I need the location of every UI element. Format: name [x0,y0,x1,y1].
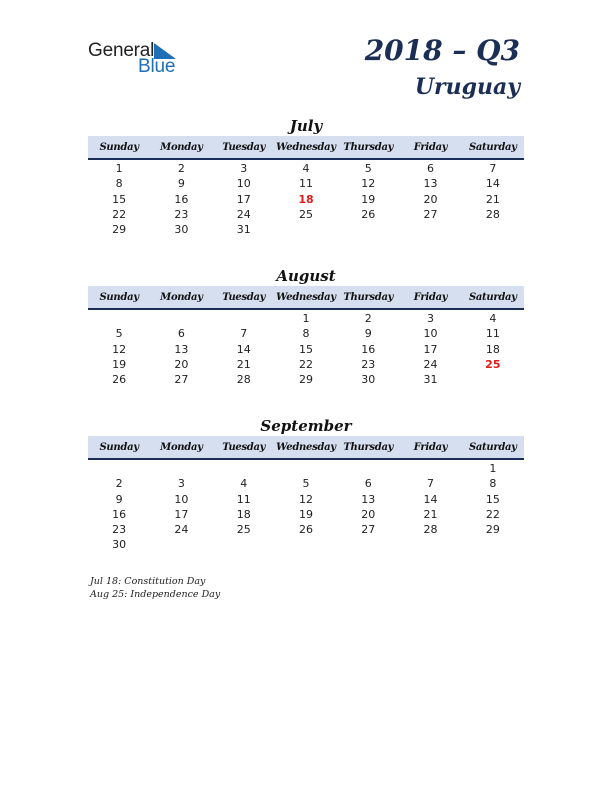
day-cell: 25 [236,523,251,537]
day-cell: 25 [298,207,313,221]
day-cell: 19 [112,357,127,371]
day-cell: 3 [177,477,185,491]
day-cell: 8 [489,477,497,491]
weekday-header-row [88,436,524,460]
month-august [88,266,524,387]
weekday-label: Saturday [468,291,517,303]
day-cell: 19 [361,192,376,206]
day-cell [399,461,461,476]
day-cell [462,372,524,387]
weekday-label: Friday [413,141,448,153]
weekday-label: Sunday [99,291,139,303]
day-cell: 1 [302,312,310,325]
day-cell: 4 [489,312,497,325]
day-cell: 17 [423,342,438,356]
weekday-label: Wednesday [276,441,336,453]
day-cell: 31 [236,223,251,237]
day-cell: 15 [485,492,500,506]
day-cell [88,461,150,476]
month-name: July [289,117,323,135]
day-cell: 23 [361,357,376,371]
weekday-label: Tuesday [222,141,266,153]
day-cell: 27 [361,523,376,537]
day-cell: 29 [112,223,127,237]
logo-general-text: General [88,40,155,61]
day-cell: 15 [112,192,127,206]
day-cell [213,461,275,476]
day-cell [337,537,399,552]
weekday-label: Tuesday [222,291,266,303]
weekday-label: Friday [413,441,448,453]
day-cell: 11 [236,492,251,506]
day-cell: 31 [423,373,438,387]
day-cell: 28 [423,523,438,537]
day-cell [275,461,337,476]
day-cell: 21 [485,192,500,206]
day-cell: 5 [115,327,123,341]
week-row [88,176,524,191]
day-cell [213,537,275,552]
day-cell: 14 [485,177,500,191]
day-cell: 6 [364,477,372,491]
day-cell: 19 [298,507,313,521]
week-row [88,342,524,357]
day-cell: 23 [112,523,127,537]
month-july [88,116,524,237]
weekday-label: Sunday [99,441,139,453]
day-cell: 26 [361,207,376,221]
day-cell: 11 [485,327,500,341]
holiday-day-cell: 25 [485,357,501,371]
day-cell [275,537,337,552]
week-row [88,161,524,176]
day-cell: 6 [177,327,185,341]
day-cell: 14 [423,492,438,506]
month-name: September [260,417,352,435]
week-row [88,372,524,387]
day-cell: 9 [177,177,185,191]
month-name: August [276,267,336,285]
day-cell: 16 [112,507,127,521]
day-cell: 17 [236,192,251,206]
day-cell: 27 [174,373,189,387]
day-cell [337,461,399,476]
day-cell: 28 [236,373,251,387]
day-cell: 20 [423,192,438,206]
day-cell: 10 [174,492,189,506]
logo-blue-text: Blue [138,56,176,77]
day-cell: 4 [240,477,248,491]
weekday-label: Sunday [99,141,139,153]
day-cell: 17 [174,507,189,521]
weekday-label: Thursday [343,441,394,453]
month-september [88,416,524,553]
day-cell: 21 [423,507,438,521]
day-cell: 3 [427,312,435,325]
day-cell [213,311,275,326]
week-row [88,537,524,552]
day-cell: 7 [427,477,435,491]
day-cell [88,311,150,326]
weekday-label: Tuesday [222,441,266,453]
day-cell: 10 [236,177,251,191]
day-cell: 8 [115,177,123,191]
week-row [88,461,524,476]
day-cell [462,537,524,552]
weekday-header-row [88,286,524,310]
day-cell: 16 [361,342,376,356]
day-cell: 10 [423,327,438,341]
day-cell: 22 [485,507,500,521]
day-cell [399,537,461,552]
day-cell [462,222,524,237]
day-cell: 5 [364,162,372,175]
day-cell: 18 [485,342,500,356]
day-cell: 1 [115,162,123,175]
day-cell: 1 [489,462,497,475]
day-cell: 6 [427,162,435,175]
week-row [88,357,524,372]
day-cell [150,311,212,326]
day-cell: 24 [174,523,189,537]
day-cell: 13 [361,492,376,506]
week-row [88,222,524,237]
week-row [88,192,524,207]
day-cell: 2 [177,162,185,175]
day-cell: 3 [240,162,248,175]
week-row [88,311,524,326]
weekday-label: Friday [413,291,448,303]
day-cell: 22 [112,207,127,221]
day-cell: 11 [298,177,313,191]
day-cell: 9 [364,327,372,341]
weekday-label: Wednesday [276,291,336,303]
day-cell: 29 [485,523,500,537]
page-title: 2018 – Q3 [364,34,520,67]
day-cell: 23 [174,207,189,221]
week-row [88,492,524,507]
day-cell: 4 [302,162,310,175]
day-cell: 26 [298,523,313,537]
weekday-label: Thursday [343,291,394,303]
day-cell: 7 [489,162,497,175]
country-name: Uruguay [414,74,520,100]
day-cell: 26 [112,373,127,387]
day-cell: 18 [236,507,251,521]
day-cell: 12 [298,492,313,506]
holiday-notes [90,576,220,601]
day-cell: 15 [298,342,313,356]
week-row [88,476,524,491]
weekday-label: Thursday [343,141,394,153]
weekday-label: Wednesday [276,141,336,153]
day-cell: 21 [236,357,251,371]
day-cell [150,537,212,552]
weekday-label: Monday [160,291,203,303]
logo [88,40,198,80]
weekday-label: Monday [160,441,203,453]
day-cell: 28 [485,207,500,221]
week-row [88,207,524,222]
day-cell: 24 [423,357,438,371]
day-cell [150,461,212,476]
weekday-label: Monday [160,141,203,153]
day-cell: 20 [361,507,376,521]
holiday-note: Aug 25: Independence Day [90,588,221,600]
day-cell: 13 [174,342,189,356]
day-cell: 22 [298,357,313,371]
day-cell: 9 [115,492,123,506]
day-cell: 16 [174,192,189,206]
day-cell: 5 [302,477,310,491]
day-cell: 2 [115,477,123,491]
day-cell: 30 [174,223,189,237]
week-row [88,326,524,341]
week-row [88,507,524,522]
day-cell: 2 [364,312,372,325]
day-cell: 29 [298,373,313,387]
day-cell [275,222,337,237]
day-cell: 8 [302,327,310,341]
day-cell: 30 [361,373,376,387]
week-row [88,522,524,537]
day-cell: 30 [112,538,127,552]
holiday-day-cell: 18 [298,192,314,206]
day-cell: 14 [236,342,251,356]
day-cell: 13 [423,177,438,191]
day-cell: 12 [361,177,376,191]
day-cell [399,222,461,237]
day-cell: 24 [236,207,251,221]
weekday-header-row [88,136,524,160]
weekday-label: Saturday [468,441,517,453]
weekday-label: Saturday [468,141,517,153]
day-cell: 20 [174,357,189,371]
day-cell: 12 [112,342,127,356]
day-cell: 7 [240,327,248,341]
day-cell: 27 [423,207,438,221]
holiday-note: Jul 18: Constitution Day [90,576,206,587]
day-cell [337,222,399,237]
